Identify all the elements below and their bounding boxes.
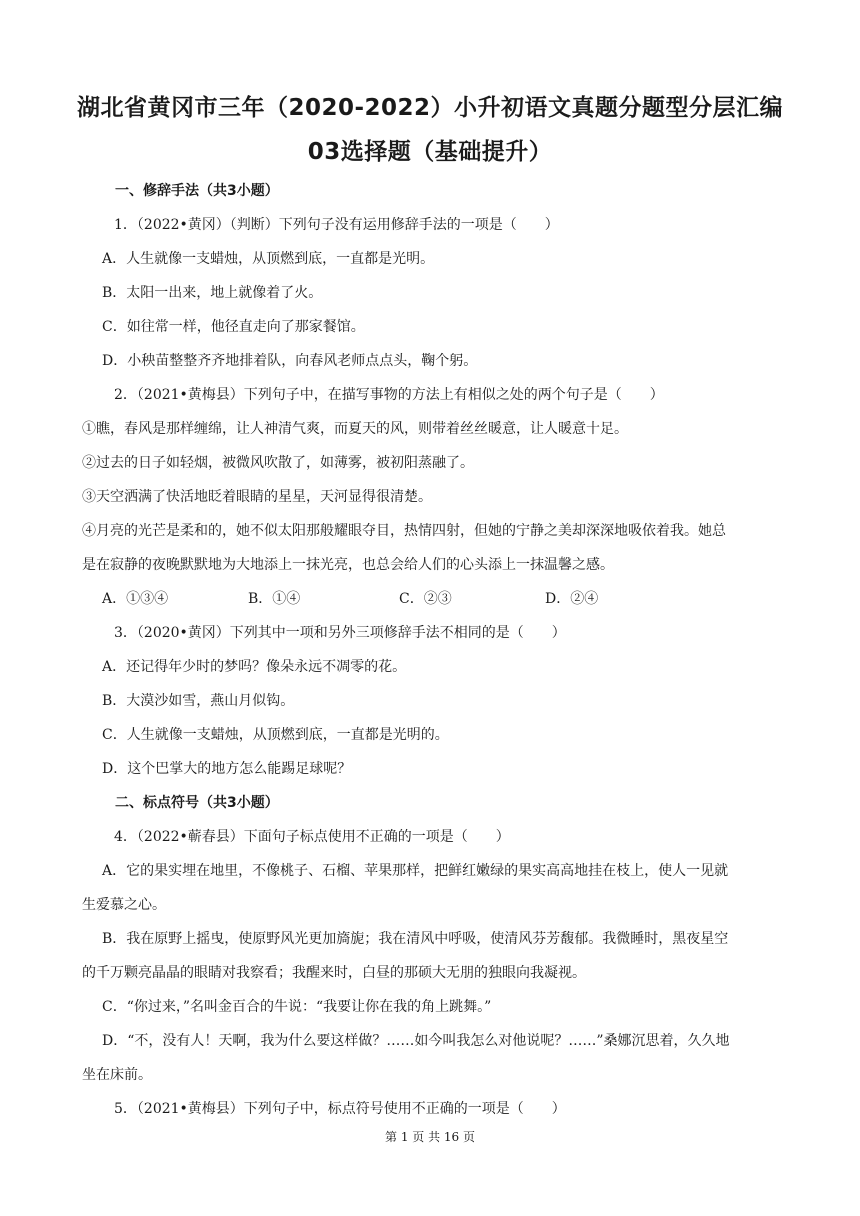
question-2-sentence-4: ④月亮的光芒是柔和的，她不似太阳那般耀眼夺目，热情四射，但她的宁静之美却深深地吸依着我。她总 <box>82 523 726 539</box>
question-4-option-b: B．我在原野上摇曳，使原野风光更加旖旎；我在清风中呼吸，使清风芬芳馥郁。我微睡时，黑夜星空 <box>102 931 729 947</box>
question-4-option-c: C．“你过来，”名叫金百合的牛说：“我要让你在我的角上跳舞。” <box>102 999 492 1015</box>
section-heading-rhetoric: 一、修辞手法（共3小题） <box>115 183 279 199</box>
question-1-option-c: C．如往常一样，他径直走向了那家餐馆。 <box>102 319 365 335</box>
question-3-option-a: A．还记得年少时的梦吗？像朵永远不凋零的花。 <box>102 659 407 675</box>
question-1-option-a: A．人生就像一支蜡烛，从顶燃到底，一直都是光明。 <box>102 251 435 267</box>
question-2-option-b: B．①④ <box>248 591 301 607</box>
question-4-option-a-cont: 生爱慕之心。 <box>82 897 166 913</box>
page-footer: 第 1 页 共 16 页 <box>385 1130 475 1144</box>
question-1-option-d: D．小秧苗整整齐齐地排着队，向春风老师点点头，鞠个躬。 <box>102 353 478 369</box>
question-3-stem: 3．（2020•黄冈）下列其中一项和另外三项修辞手法不相同的是（ ） <box>114 625 566 641</box>
question-2-sentence-4-cont: 是在寂静的夜晚默默地为大地添上一抹光亮，也总会给人们的心头添上一抹温馨之感。 <box>82 557 614 573</box>
question-2-option-d: D．②④ <box>545 591 599 607</box>
question-2-stem: 2．（2021•黄梅县）下列句子中，在描写事物的方法上有相似之处的两个句子是（ ） <box>114 387 664 403</box>
doc-title-line-2: 03选择题（基础提升） <box>307 139 553 165</box>
question-4-option-d: D．“不，没有人！天啊，我为什么要这样做？……如今叫我怎么对他说呢？……”桑娜沉思着，久久地 <box>102 1033 730 1049</box>
question-2-option-a: A．①③④ <box>102 591 169 607</box>
question-3-option-b: B．大漠沙如雪，燕山月似钩。 <box>102 693 295 709</box>
question-5-stem: 5．（2021•黄梅县）下列句子中，标点符号使用不正确的一项是（ ） <box>114 1101 566 1117</box>
section-heading-punctuation: 二、标点符号（共3小题） <box>115 795 279 811</box>
question-2-sentence-1: ①瞧，春风是那样缠绵，让人神清气爽，而夏天的风，则带着丝丝暖意，让人暖意十足。 <box>82 421 628 437</box>
question-1-stem: 1．（2022•黄冈）（判断）下列句子没有运用修辞手法的一项是（ ） <box>114 217 559 233</box>
question-4-option-a: A．它的果实埋在地里，不像桃子、石榴、苹果那样，把鲜红嫩绿的果实高高地挂在枝上，使人一见就 <box>102 863 729 879</box>
question-3-option-d: D．这个巴掌大的地方怎么能踢足球呢？ <box>102 761 352 777</box>
question-4-stem: 4．（2022•蕲春县）下面句子标点使用不正确的一项是（ ） <box>114 829 510 845</box>
doc-title-line-1: 湖北省黄冈市三年（2020-2022）小升初语文真题分题型分层汇编 <box>76 95 784 121</box>
question-1-option-b: B．太阳一出来，地上就像着了火。 <box>102 285 323 301</box>
question-3-option-c: C．人生就像一支蜡烛，从顶燃到底，一直都是光明的。 <box>102 727 449 743</box>
question-2-sentence-2: ②过去的日子如轻烟，被微风吹散了，如薄雾，被初阳蒸融了。 <box>82 455 474 471</box>
question-2-option-c: C．②③ <box>399 591 452 607</box>
question-2-sentence-3: ③天空洒满了快活地眨着眼睛的星星，天河显得很清楚。 <box>82 489 432 505</box>
question-4-option-b-cont: 的千万颗亮晶晶的眼睛对我察看；我醒来时，白昼的那硕大无朋的独眼向我凝视。 <box>82 965 586 981</box>
question-4-option-d-cont: 坐在床前。 <box>82 1067 152 1083</box>
